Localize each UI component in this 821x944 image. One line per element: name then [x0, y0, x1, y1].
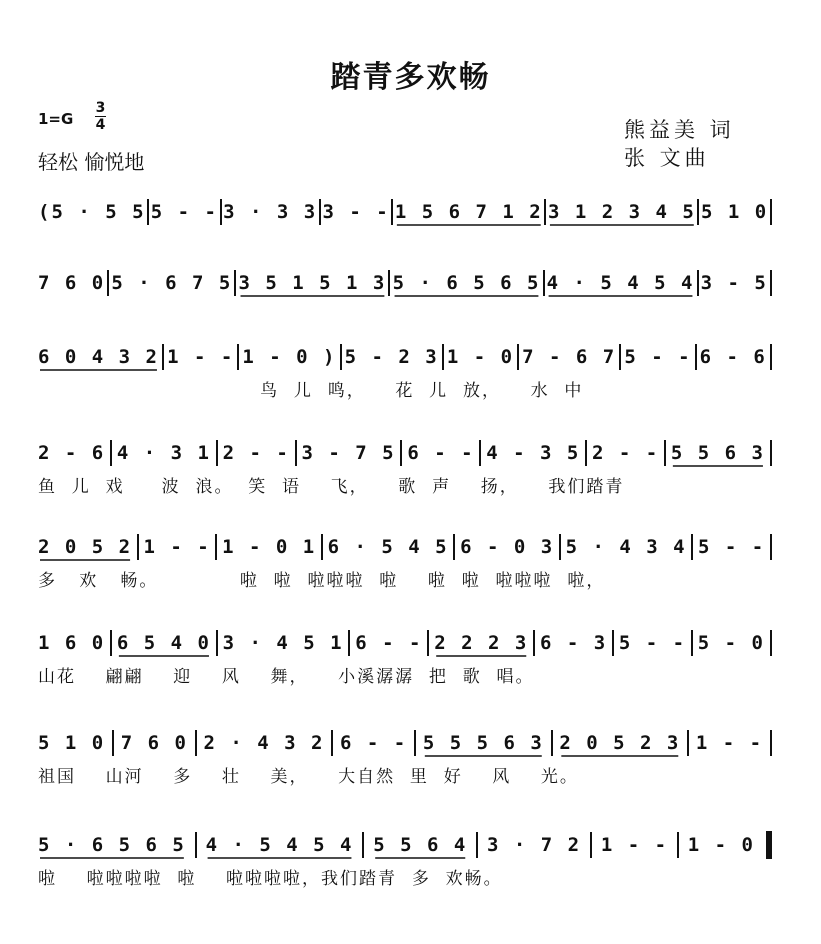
measure: 2 - 6: [38, 442, 106, 464]
composer-credit: 张 文曲: [624, 146, 710, 170]
score-line: [38, 266, 772, 332]
score-line: [38, 828, 772, 894]
measure: 6 - -: [355, 632, 423, 654]
measure: 5 · 6 5 6 5: [38, 834, 186, 856]
time-signature: [95, 100, 106, 133]
measure: 5 5 5 6 3: [422, 732, 544, 754]
lyricist-credit: 熊益美 词: [624, 118, 735, 142]
measure: 3 - 7 5: [301, 442, 396, 464]
measure: 5 5 6 3: [670, 442, 765, 464]
score-line: [38, 726, 772, 792]
lyrics-line: 鱼 儿 戏 波 浪。 笑 语 飞， 歌 声 扬， 我们踏青: [38, 477, 625, 497]
measure: 1 - -: [143, 536, 211, 558]
lyrics-line: 祖国 山河 多 壮 美， 大自然 里 好 风 光。: [38, 767, 579, 787]
time-signature-bottom: 4: [95, 117, 106, 133]
measure: 6 · 5 4 5: [327, 536, 449, 558]
measure: 4 · 5 4 5 4: [546, 272, 695, 294]
measure: 1 - -: [695, 732, 764, 754]
measure: 7 6 0: [120, 732, 188, 754]
measure: 1 - 0: [687, 834, 755, 856]
tempo-marking: 轻松 愉悦地: [38, 150, 145, 174]
measure: 3 · 4 5 1: [222, 632, 344, 654]
measure: 3 - -: [322, 201, 390, 223]
measure: (5 · 5 5: [38, 201, 146, 223]
beam-lines: [38, 266, 772, 306]
measure: 2 - -: [591, 442, 660, 464]
measure: 1 - 0: [446, 346, 515, 368]
measure: 2 2 2 3: [434, 632, 529, 654]
measure: 2 - -: [222, 442, 290, 464]
score-line: [38, 195, 772, 261]
measure: 6 - 0 3: [460, 536, 555, 558]
measure: 5 5 6 4: [373, 834, 468, 856]
measure: 4 · 5 4 5 4: [205, 834, 354, 856]
lyrics-line: 鸟 儿 鸣， 花 儿 放， 水 中: [38, 381, 584, 401]
score-line: [38, 530, 772, 596]
measure: 1 6 0: [38, 632, 106, 654]
measure: 5 - -: [624, 346, 692, 368]
measure: 5 - -: [618, 632, 687, 654]
measure: 1 - 0 1: [222, 536, 317, 558]
measure: 3 · 7 2: [487, 834, 582, 856]
measure: 6 - -: [407, 442, 475, 464]
measure: 5 - -: [697, 536, 766, 558]
measure: 5 · 6 7 5: [111, 272, 233, 294]
measure: 1 - -: [600, 834, 669, 856]
measure: 2 0 5 2: [38, 536, 133, 558]
measure: 6 5 4 0: [116, 632, 211, 654]
measure: 5 1 0: [38, 732, 106, 754]
measure: 3 5 1 5 1 3: [238, 272, 387, 294]
measure: 1 - 0 ): [242, 346, 337, 368]
measure: 4 - 3 5: [486, 442, 581, 464]
lyrics-line: 啦 啦啦啦啦 啦 啦啦啦啦，我们踏青 多 欢畅。: [38, 869, 503, 889]
measure: 5 - 0: [697, 632, 765, 654]
song-title: 踏青多欢畅: [330, 60, 491, 95]
measure: 2 · 4 3 2: [203, 732, 325, 754]
measure: 7 - 6 7: [522, 346, 617, 368]
beam-lines: [38, 828, 772, 868]
measure: 7 6 0: [38, 272, 106, 294]
measure: 5 - 2 3: [344, 346, 439, 368]
score-line: [38, 436, 772, 502]
measure: 3 · 3 3: [223, 201, 318, 223]
measure: 5 - -: [150, 201, 218, 223]
measure: 5 · 6 5 6 5: [392, 272, 541, 294]
measure: 3 1 2 3 4 5: [547, 201, 696, 223]
lyrics-line: 山花 翩翩 迎 风 舞， 小溪潺潺 把 歌 唱。: [38, 667, 535, 687]
measure: 4 · 3 1: [116, 442, 211, 464]
beam-lines: [38, 340, 772, 380]
beam-lines: [38, 726, 772, 766]
beam-lines: [38, 626, 772, 666]
time-signature-top: 3: [95, 100, 106, 116]
beam-lines: [38, 436, 772, 476]
measure: 6 - 3: [539, 632, 608, 654]
measure: 6 - -: [340, 732, 408, 754]
measure: 6 - 6: [699, 346, 767, 368]
beam-lines: [38, 195, 772, 235]
measure: 1 - -: [167, 346, 235, 368]
measure: 3 - 5: [700, 272, 768, 294]
lyrics-line: 多 欢 畅。 啦 啦 啦啦啦 啦 啦 啦 啦啦啦 啦，: [38, 571, 606, 591]
measure: 1 5 6 7 1 2: [394, 201, 543, 223]
score-line: [38, 626, 772, 692]
beam-lines: [38, 530, 772, 570]
measure: 2 0 5 2 3: [559, 732, 681, 754]
measure: 5 · 4 3 4: [565, 536, 687, 558]
score-line: [38, 340, 772, 406]
measure: 5 1 0: [701, 201, 769, 223]
key-signature: 1=G: [38, 110, 74, 128]
measure: 6 0 4 3 2: [38, 346, 159, 368]
